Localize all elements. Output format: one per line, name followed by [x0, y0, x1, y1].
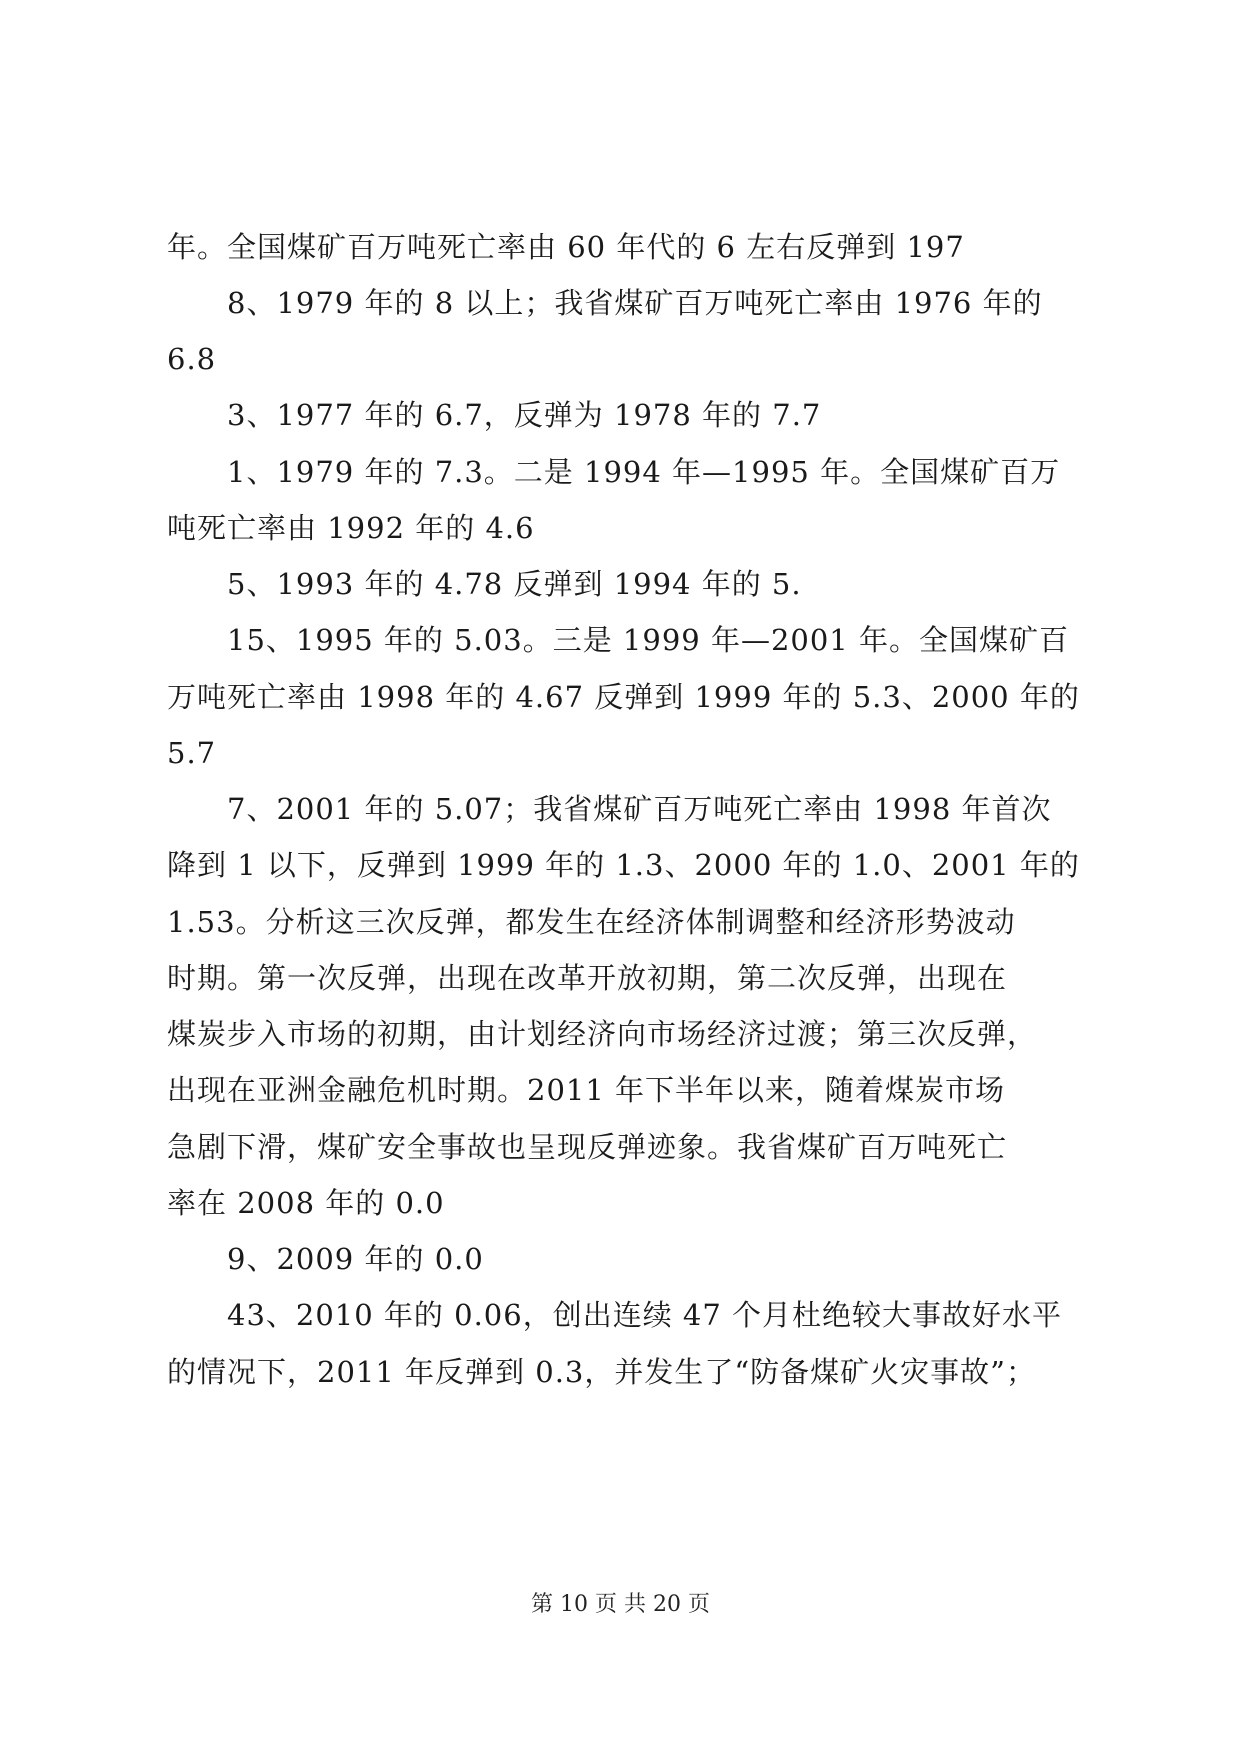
text-line: 煤炭步入市场的初期，由计划经济向市场经济过渡；第三次反弹， — [167, 1017, 1038, 1051]
text-line: 1.53。分析这三次反弹，都发生在经济体制调整和经济形势波动 — [167, 905, 1016, 939]
text-line: 率在 2008 年的 0.0 — [167, 1186, 445, 1220]
text-line: 吨死亡率由 1992 年的 4.6 — [167, 511, 535, 545]
text-line: 的情况下，2011 年反弹到 0.3，并发生了“防备煤矿火灾事故”； — [167, 1355, 1037, 1389]
text-line: 1、1979 年的 7.3。二是 1994 年—1995 年。全国煤矿百万 — [227, 455, 1061, 489]
text-line: 年。全国煤矿百万吨死亡率由 60 年代的 6 左右反弹到 197 — [167, 230, 965, 264]
text-line: 出现在亚洲金融危机时期。2011 年下半年以来，随着煤炭市场 — [167, 1073, 1006, 1107]
text-line: 急剧下滑，煤矿安全事故也呈现反弹迹象。我省煤矿百万吨死亡 — [167, 1130, 1008, 1164]
text-line: 降到 1 以下，反弹到 1999 年的 1.3、2000 年的 1.0、2001 年的 — [167, 848, 1080, 882]
text-line: 9、2009 年的 0.0 — [227, 1242, 484, 1276]
text-line: 15、1995 年的 5.03。三是 1999 年—2001 年。全国煤矿百 — [227, 623, 1069, 657]
text-line: 7、2001 年的 5.07；我省煤矿百万吨死亡率由 1998 年首次 — [227, 792, 1052, 826]
page-number-footer: 第 10 页 共 20 页 — [531, 1592, 710, 1617]
text-line: 万吨死亡率由 1998 年的 4.67 反弹到 1999 年的 5.3、2000 年的 — [167, 680, 1080, 714]
text-line: 3、1977 年的 6.7，反弹为 1978 年的 7.7 — [227, 398, 822, 432]
text-line: 5.7 — [167, 736, 217, 770]
text-line: 8、1979 年的 8 以上；我省煤矿百万吨死亡率由 1976 年的 — [227, 286, 1043, 320]
text-line: 43、2010 年的 0.06，创出连续 47 个月杜绝较大事故好水平 — [227, 1298, 1063, 1332]
text-line: 5、1993 年的 4.78 反弹到 1994 年的 5. — [227, 567, 802, 601]
text-line: 6.8 — [167, 342, 217, 376]
text-line: 时期。第一次反弹，出现在改革开放初期，第二次反弹，出现在 — [167, 961, 1008, 995]
